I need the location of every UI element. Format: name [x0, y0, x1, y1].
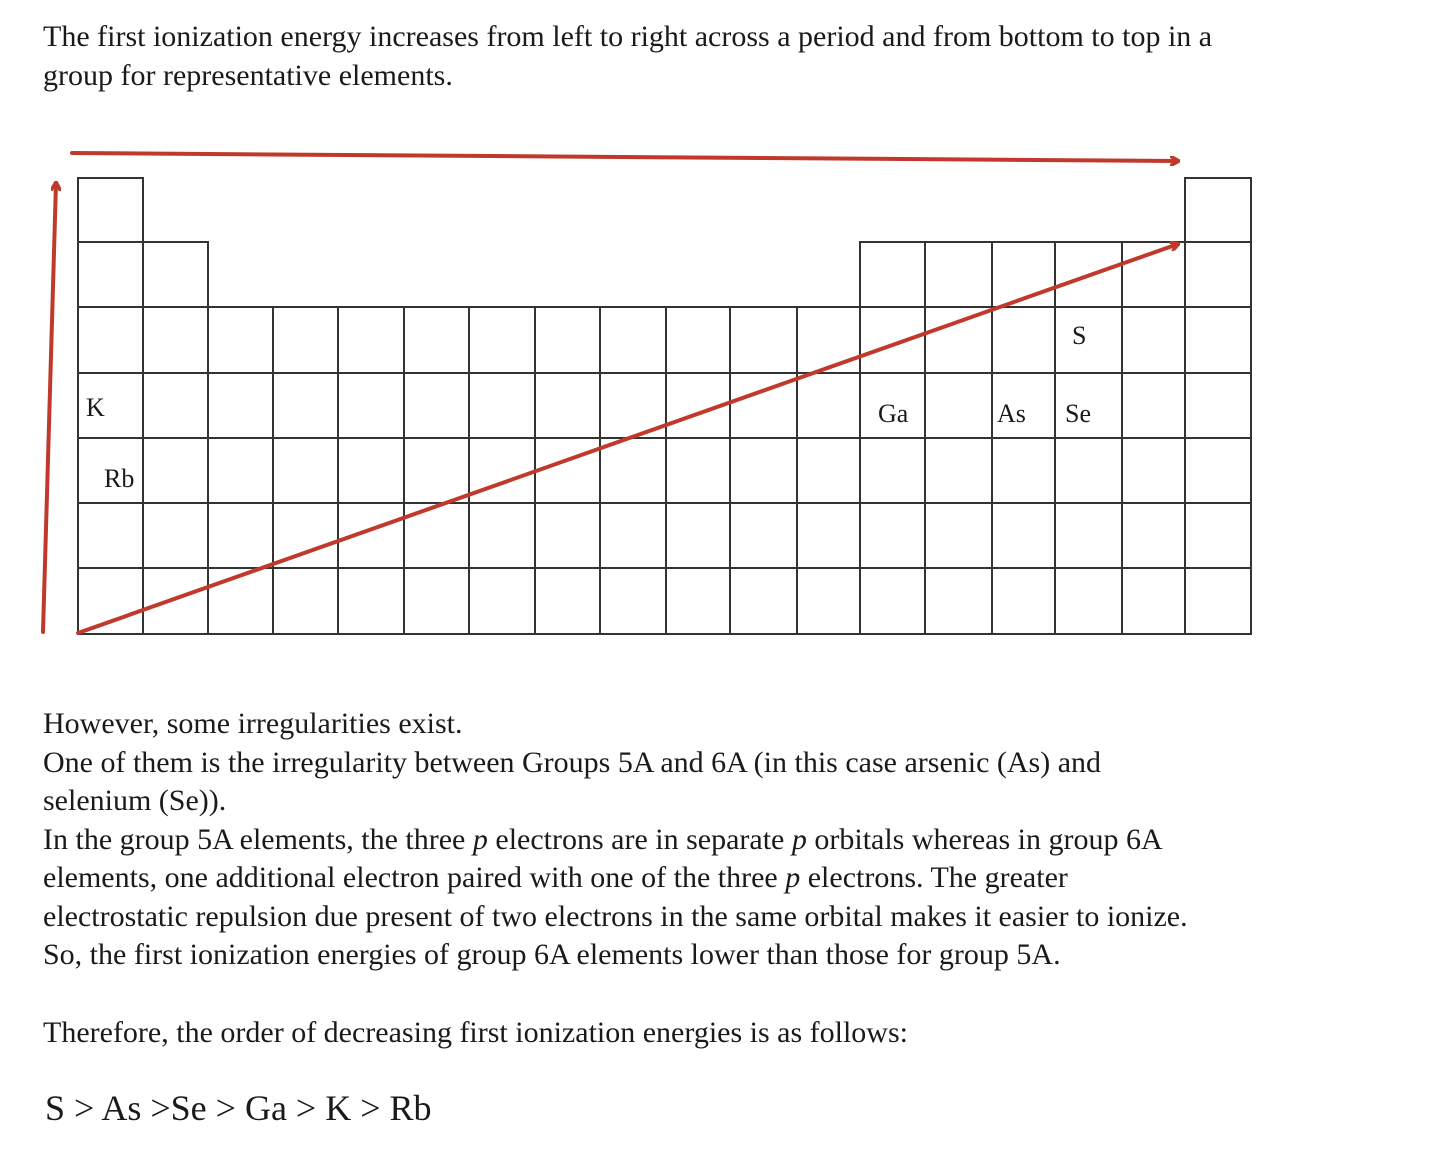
- table-cell: [535, 373, 600, 438]
- table-cell: [992, 568, 1055, 634]
- table-cell: [273, 438, 338, 503]
- element-labels: [86, 321, 1091, 493]
- table-cell: [1055, 568, 1122, 634]
- table-cell: [535, 503, 600, 568]
- table-cell: [404, 568, 469, 634]
- table-cell: [273, 503, 338, 568]
- table-cell: [925, 242, 992, 307]
- table-cell: [208, 503, 273, 568]
- element-rb: Rb: [104, 464, 135, 493]
- table-cell: [208, 373, 273, 438]
- explanation-line-7: So, the first ionization energies of group 6A elements lower than those for group 5A.: [43, 938, 1061, 971]
- table-cell: [797, 503, 860, 568]
- table-cell: [797, 438, 860, 503]
- table-cell: [1185, 503, 1251, 568]
- table-cell: [1055, 503, 1122, 568]
- intro-line-2: group for representative elements.: [43, 58, 453, 92]
- table-cell: [273, 373, 338, 438]
- table-cell: [666, 568, 730, 634]
- table-cell: [730, 307, 797, 373]
- table-cell: [338, 568, 404, 634]
- table-cell: [1122, 307, 1185, 373]
- intro-line-1: The first ionization energy increases from left to right across a period and from bottom to top in a: [43, 20, 1213, 53]
- table-cell: [338, 438, 404, 503]
- table-cell: [208, 568, 273, 634]
- explanation-paragraph: [43, 705, 1188, 975]
- table-cell: [1122, 568, 1185, 634]
- explanation-line-3: selenium (Se)).: [43, 784, 227, 817]
- table-cell: [1122, 373, 1185, 438]
- table-cell: [925, 503, 992, 568]
- table-cell: [404, 373, 469, 438]
- element-k: K: [86, 393, 105, 422]
- table-cell: [535, 568, 600, 634]
- table-cell: [469, 568, 535, 634]
- table-cell: [992, 438, 1055, 503]
- table-cell: [1185, 242, 1251, 307]
- table-cell: [78, 242, 143, 307]
- table-cell: [78, 503, 143, 568]
- table-cell: [925, 438, 992, 503]
- table-cell: [797, 307, 860, 373]
- table-cell: [78, 178, 143, 242]
- table-cell: [1122, 503, 1185, 568]
- table-cell: [273, 568, 338, 634]
- table-cell: [730, 568, 797, 634]
- table-cell: [860, 438, 925, 503]
- explanation-line-5: elements, one additional electron paired with one of the three p electrons. The greater: [43, 861, 1068, 894]
- table-cell: [1055, 438, 1122, 503]
- element-se: Se: [1065, 399, 1091, 428]
- table-cell: [535, 438, 600, 503]
- table-cell: [1185, 373, 1251, 438]
- element-ga: Ga: [878, 399, 909, 428]
- table-cell: [208, 438, 273, 503]
- explanation-line-4: In the group 5A elements, the three p electrons are in separate p orbitals whereas in group 6A: [43, 822, 1163, 856]
- table-cell: [78, 568, 143, 634]
- table-cell: [600, 438, 666, 503]
- table-cell: [143, 242, 208, 307]
- table-cell: [600, 568, 666, 634]
- table-cell: [143, 503, 208, 568]
- table-cell: [600, 307, 666, 373]
- explanation-line-2: One of them is the irregularity between Groups 5A and 6A (in this case arsenic (As) and: [43, 745, 1102, 779]
- table-cell: [860, 568, 925, 634]
- table-cell: [992, 503, 1055, 568]
- table-cell: [797, 568, 860, 634]
- table-cell: [992, 307, 1055, 373]
- ionization-order: S > As >Se > Ga > K > Rb: [45, 1088, 432, 1128]
- table-cell: [797, 373, 860, 438]
- table-cell: [208, 307, 273, 373]
- element-s: S: [1072, 321, 1087, 350]
- explanation-line-6: electrostatic repulsion due present of two electrons in the same orbital makes it easier to ionize.: [43, 899, 1188, 933]
- table-cell: [600, 503, 666, 568]
- table-cell: [666, 438, 730, 503]
- conclusion-text: Therefore, the order of decreasing first ionization energies is as follows:: [43, 1016, 908, 1049]
- table-cell: [404, 307, 469, 373]
- table-cell: [860, 503, 925, 568]
- table-cell: [338, 307, 404, 373]
- table-cell: [143, 307, 208, 373]
- table-cell: [143, 438, 208, 503]
- table-cell: [860, 307, 925, 373]
- period-trend-arrow: [72, 153, 1178, 161]
- table-cell: [666, 307, 730, 373]
- table-cell: [925, 307, 992, 373]
- table-cell: [143, 373, 208, 438]
- table-cell: [143, 568, 208, 634]
- table-cell: [1185, 178, 1251, 242]
- table-cell: [535, 307, 600, 373]
- table-cell: [469, 503, 535, 568]
- table-cell: [1055, 307, 1122, 373]
- element-as: As: [997, 399, 1026, 428]
- table-cell: [78, 307, 143, 373]
- table-cell: [666, 503, 730, 568]
- table-cell: [469, 373, 535, 438]
- table-cell: [860, 242, 925, 307]
- table-cell: [404, 438, 469, 503]
- explanation-line-1: However, some irregularities exist.: [43, 707, 463, 740]
- table-cell: [1185, 568, 1251, 634]
- table-cell: [1185, 307, 1251, 373]
- group-trend-arrow: [43, 183, 56, 632]
- table-cell: [338, 373, 404, 438]
- table-cell: [730, 438, 797, 503]
- table-cell: [925, 373, 992, 438]
- table-cell: [730, 503, 797, 568]
- table-cell: [925, 568, 992, 634]
- table-cell: [1122, 438, 1185, 503]
- table-cell: [1185, 438, 1251, 503]
- table-cell: [469, 307, 535, 373]
- table-cell: [273, 307, 338, 373]
